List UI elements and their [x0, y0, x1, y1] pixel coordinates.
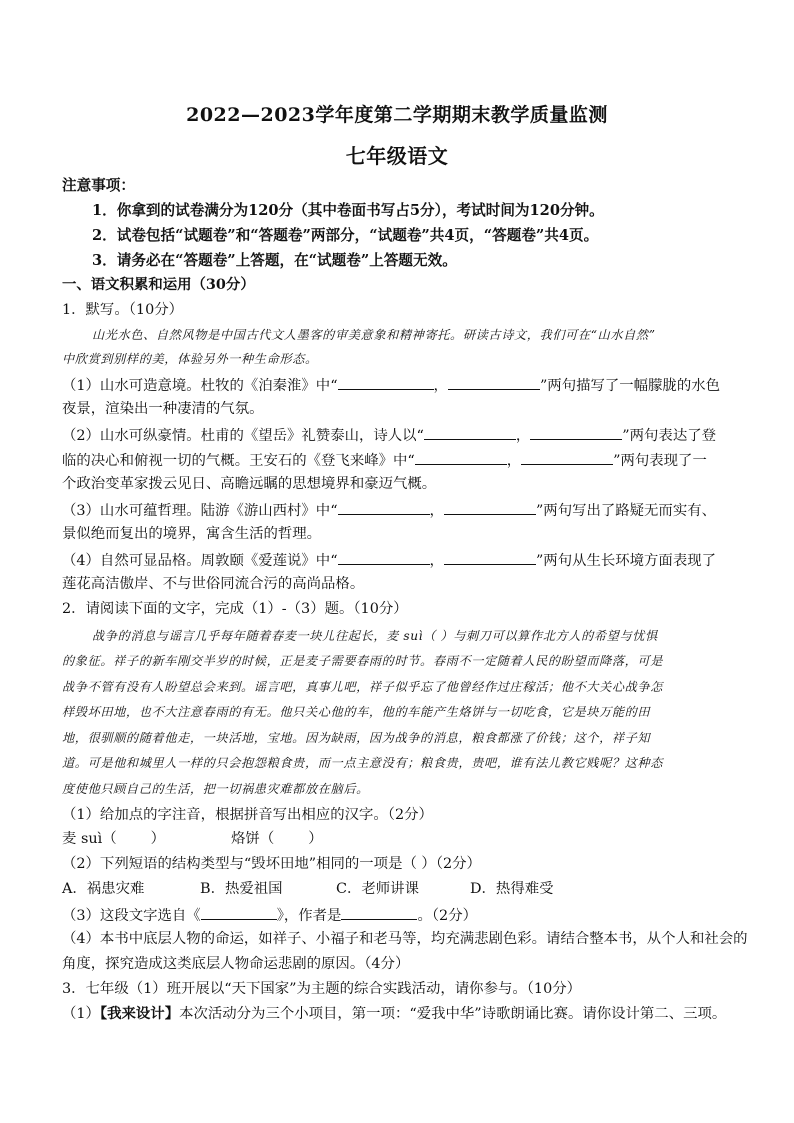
question-1-part-3 [62, 500, 742, 520]
text-segment: ， [429, 553, 444, 569]
text-segment: ） [150, 831, 166, 847]
question-1-intro: 山光水色、自然风物是中国古代文人墨客的审美意象和精神寄托。研读古诗文，我们可在“山水自然” [92, 328, 656, 342]
text-segment: 本次活动分为三个小项目，第一项：“爱我中华”诗歌朗诵比赛。请你设计第二、三项。 [179, 1006, 727, 1022]
question-1-part-1 [62, 375, 742, 395]
text-segment: ”两句表现了一 [613, 453, 707, 469]
notice-heading: 注意事项： [62, 177, 135, 194]
answer-blank[interactable] [341, 905, 417, 920]
question-2-options [62, 880, 742, 898]
exam-subject: 七年级语文 [345, 144, 449, 168]
notice-item: 2．试卷包括“试题卷”和“答题卷”两部分，“试题卷”共4页，“答题卷”共4页。 [92, 227, 599, 244]
passage-line: 战争的消息与谣言几乎每年随着春麦一块儿往起长，麦 suì（ ）与刺刀可以算作北方人的希望与忧惧 [92, 629, 658, 643]
passage-line: 战争不管有没有人盼望总会来到。谣言吧，真事儿吧，祥子似乎忘了他曾经作过庄稼活；他不大关心战争怎 [62, 680, 664, 694]
question-3-sub-1 [62, 1005, 742, 1023]
text-segment: ， [433, 378, 448, 394]
text-segment: （3）这段文字选自《 [62, 908, 201, 924]
option-d[interactable]: D．热得难受 [470, 881, 554, 897]
notice-item: 1．你拿到的试卷满分为120分（其中卷面书写占5分），考试时间为120分钟。 [92, 202, 604, 219]
passage-line: 样毁坏田地，也不大注意春雨的有无。他只关心他的车，他的车能产生烙饼与一切吃食，它是块万能的田 [62, 705, 651, 719]
text-segment: （4）自然可显品格。周敦颐《爱莲说》中“ [62, 553, 338, 569]
text-segment: 麦 suì（ [62, 831, 117, 847]
answer-blank[interactable] [338, 500, 430, 515]
text-segment: ， [429, 503, 444, 519]
question-1-part-2-cont: 个政治变革家拨云见日、高瞻远瞩的思想境界和豪迈气概。 [62, 476, 437, 492]
answer-blank[interactable] [338, 375, 434, 390]
question-1-part-2-cont [62, 450, 742, 470]
question-3-stem: 3．七年级（1）班开展以“天下国家”为主题的综合实践活动，请你参与。（10分） [62, 981, 582, 997]
question-1-intro: 中欣赏到别样的美，体验另外一种生命形态。 [62, 352, 318, 366]
question-1-part-3-cont: 景似绝而复出的境界，寓含生活的哲理。 [62, 526, 322, 542]
passage-line: 的象征。祥子的新车刚交半岁的时候，正是麦子需要春雨的时节。春雨不一定随着人民的盼望而降落，可是 [62, 654, 664, 668]
answer-blank[interactable] [444, 550, 536, 565]
answer-blank[interactable] [444, 500, 536, 515]
passage-line: 地，很驯顺的随着他走，一块活地，宝地。因为缺雨，因为战争的消息，粮食都涨了价钱；这个，祥子知 [62, 731, 651, 745]
text-segment: 临的决心和俯视一切的气概。王安石的《登飞来峰》中“ [62, 453, 415, 469]
exam-title: 2022—2023学年度第二学期期末教学质量监测 [186, 104, 608, 126]
text-segment: ， [506, 453, 522, 469]
question-1-part-2 [62, 425, 742, 445]
text-segment: ”两句描写了一幅朦胧的水色 [539, 378, 720, 394]
text-segment: （1） [62, 1006, 100, 1022]
text-segment: 。（2分） [417, 908, 477, 924]
text-segment: ”两句写出了路疑无而实有、 [535, 503, 716, 519]
question-1-stem: 1．默写。（10分） [62, 302, 184, 318]
question-2-stem: 2．请阅读下面的文字，完成（1）-（3）题。（10分） [62, 601, 408, 617]
section-heading: 一、语文积累和运用（30分） [62, 276, 255, 293]
text-segment: ， [515, 428, 531, 444]
task-tag: 【我来设计】 [99, 1005, 180, 1022]
question-2-sub-4-cont: 角度，探究造成这类底层人物命运悲剧的原因。（4分） [62, 956, 410, 972]
answer-blank[interactable] [521, 450, 613, 465]
text-segment: （3）山水可蕴哲理。陆游《游山西村》中“ [62, 503, 338, 519]
answer-blank[interactable] [448, 375, 540, 390]
notice-item: 3．请务必在“答题卷”上答题，在“试题卷”上答题无效。 [92, 252, 457, 269]
answer-blank[interactable] [338, 550, 430, 565]
text-segment: 》，作者是 [276, 908, 342, 924]
answer-blank[interactable] [424, 425, 516, 440]
text-segment: （2）山水可纵豪情。杜甫的《望岳》礼赞泰山，诗人以“ [62, 428, 424, 444]
text-segment: 烙饼（ [231, 831, 275, 847]
option-b[interactable]: B．热爱祖国 [200, 881, 283, 897]
answer-blank[interactable] [201, 905, 277, 920]
question-2-sub-1-answers [62, 830, 742, 848]
passage-line: 度使他只顾自己的生活，把一切祸患灾难都放在脑后。 [62, 782, 369, 796]
question-1-part-4-cont: 莲花高洁傲岸、不与世俗同流合污的高尚品格。 [62, 576, 365, 592]
text-segment: （1）山水可造意境。杜牧的《泊秦淮》中“ [62, 378, 338, 394]
question-2-sub-2: （2）下列短语的结构类型与“毁坏田地”相同的一项是（ ）（2分） [62, 856, 481, 872]
answer-blank[interactable] [530, 425, 622, 440]
text-segment: ”两句表达了登 [622, 428, 716, 444]
question-1-part-1-cont: 夜景，渲染出一种凄清的气氛。 [62, 401, 264, 417]
question-2-sub-1: （1）给加点的字注音，根据拼音写出相应的汉字。（2分） [62, 807, 433, 823]
passage-line: 道。可是他和城里人一样的只会抱怨粮食贵，而一点主意没有；粮食贵，贵吧，谁有法儿教它贱呢？这种态 [62, 756, 664, 770]
question-2-sub-4: （4）本书中底层人物的命运，如祥子、小福子和老马等，均充满悲剧色彩。请结合整本书，从个人和社会的 [62, 931, 748, 947]
option-a[interactable]: A．祸患灾难 [62, 881, 145, 897]
answer-blank[interactable] [415, 450, 507, 465]
question-1-part-4 [62, 550, 742, 570]
option-c[interactable]: C．老师讲课 [336, 881, 419, 897]
text-segment: ） [308, 831, 323, 847]
text-segment: ”两句从生长环境方面表现了 [535, 553, 716, 569]
question-2-sub-3 [62, 905, 742, 925]
